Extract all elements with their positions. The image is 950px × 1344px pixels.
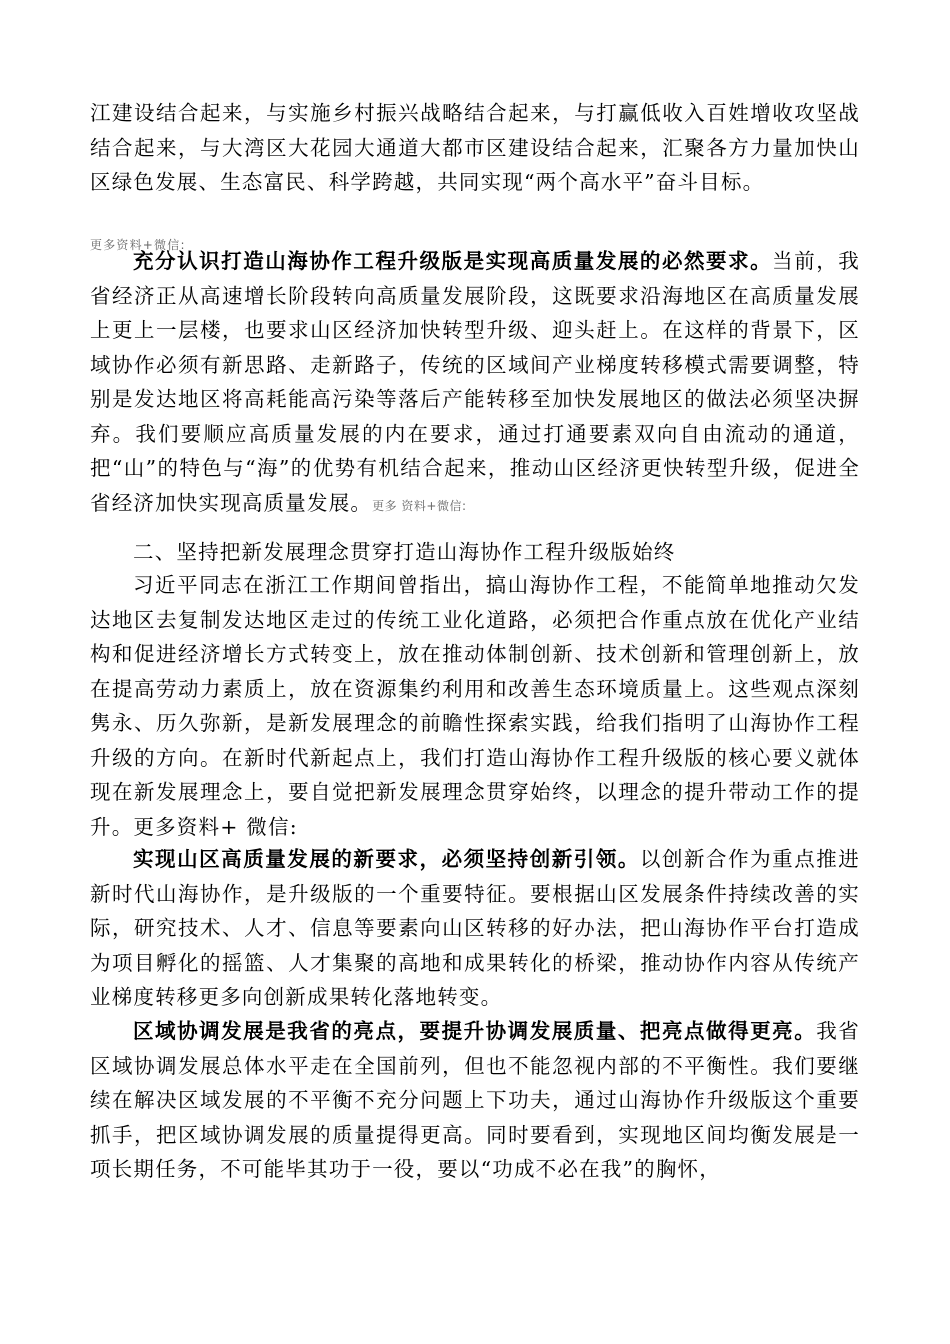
paragraph-5-body: 我省区域协调发展总体水平走在全国前列，但也不能忽视内部的不平衡性。我们要继续在解决区域发展的不平衡不充分问题上下功夫，通过山海协作升级版这个重要抓手，把区域协调发展的质量提得更高。同时要看到，实现地区间均衡发展是一项长期任务，不可能毕其功于一役，要以“功成不必在我”的胸怀， [90,1019,860,1181]
section-heading-block [90,535,860,570]
paragraph-1: 江建设结合起来，与实施乡村振兴战略结合起来，与打赢低收入百姓增收攻坚战结合起来，与大湾区大花园大通道大都市区建设结合起来，汇聚各方力量加快山区绿色发展、生态富民、科学跨越，共同实现“两个高水平”奋斗目标。 [90,101,860,194]
paragraph-2 [90,244,860,523]
paragraph-3: 习近平同志在浙江工作期间曾指出，搞山海协作工程，不能简单地推动欠发达地区去复制发达地区走过的传统工业化道路，必须把合作重点放在优化产业结构和促进经济增长方式转变上，放在推动体制创新、技术创新和管理创新上，放在提高劳动力素质上，放在资源集约利用和改善生态环境质量上。这些观点深刻隽永、历久弥新，是新发展理念的前瞻性探索实践，给我们指明了山海协作工程升级的方向。在新时代新起点上，我们打造山海协作工程升级版的核心要义就体现在新发展理念上，要自觉把新发展理念贯穿始终，以理念的提升带动工作的提升。更多资料+ 微信: [90,573,860,839]
watermark-text-1: 更多资料+微信: [90,238,186,252]
section-heading-2: 二、坚持把新发展理念贯穿打造山海协作工程升级版始终 [133,540,676,564]
paragraph-4 [90,842,860,1015]
paragraph-5-block [90,1014,860,1187]
paragraph-4-lead: 实现山区高质量发展的新要求，必须坚持创新引领。 [133,847,640,871]
paragraph-5 [90,1014,860,1187]
paragraph-1-block [90,96,860,200]
paragraph-2-lead: 充分认识打造山海协作工程升级版是实现高质量发展的必然要求。 [133,249,773,273]
paragraph-3-block [90,568,860,844]
paragraph-2-body: 当前，我省经济正从高速增长阶段转向高质量发展阶段，这既要求沿海地区在高质量发展上更上一层楼，也要求山区经济加快转型升级、迎头赶上。在这样的背景下，区域协作必须有新思路、走新路子，传统的区域间产业梯度转移模式需要调整，特别是发达地区将高耗能高污染等落后产能转移至加快发展地区的做法必须坚决摒弃。我们要顺应高质量发展的内在要求，通过打通要素双向自由流动的通道，把“山”的特色与“海”的优势有机结合起来，推动山区经济更快转型升级，促进全省经济加快实现高质量发展。 [90,249,860,515]
paragraph-4-block [90,842,860,1015]
paragraph-5-lead: 区域协调发展是我省的亮点，要提升协调发展质量、把亮点做得更亮。 [133,1019,817,1043]
paragraph-4-body: 以创新合作为重点推进新时代山海协作，是升级版的一个重要特征。要根据山区发展条件持续改善的实际，研究技术、人才、信息等要素向山区转移的好办法，把山海协作平台打造成为项目孵化的摇篮、人才集聚的高地和成果转化的桥梁，推动协作内容从传统产业梯度转移更多向创新成果转化落地转变。 [90,847,860,1009]
watermark-text-2: 更多 资料+微信: [372,498,467,513]
paragraph-2-block [90,244,860,523]
